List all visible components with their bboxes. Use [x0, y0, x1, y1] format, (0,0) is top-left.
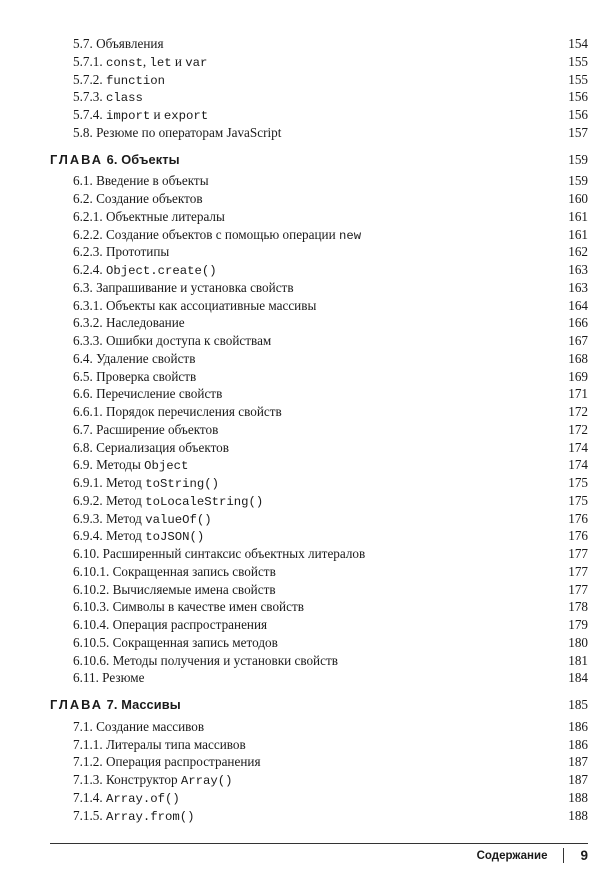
toc-text-fragment: 7.1.4. — [73, 789, 106, 805]
toc-entry[interactable] — [50, 71, 588, 89]
toc-text-fragment: 5.7. Объявления — [73, 36, 164, 51]
toc-text-fragment: 7.1.2. Операция распространения — [73, 754, 261, 770]
toc-page-number: 174 — [568, 439, 588, 455]
toc-text-fragment: 6.10. Расширенный синтаксис объектных литералов — [73, 546, 366, 561]
toc-entry[interactable] — [50, 106, 588, 124]
toc-text-fragment: ГЛАВА — [50, 697, 104, 712]
toc-page-number: 175 — [568, 492, 588, 508]
toc-page-number: 161 — [568, 226, 588, 242]
toc-code-fragment: Object.create() — [105, 264, 217, 278]
toc-text-fragment: 6.8. Сериализация объектов — [73, 439, 229, 455]
toc-text-fragment: 6.9.2. Метод — [73, 492, 146, 508]
toc-text-fragment: 7. Массивы — [103, 697, 181, 712]
toc-page-number: 171 — [568, 386, 588, 402]
toc-text-fragment: 6.9. Методы — [73, 457, 145, 473]
toc-text-fragment: 6.7. Расширение объектов — [73, 421, 219, 437]
toc-page-number: 186 — [568, 736, 588, 752]
toc-text-fragment: 7.1.3. Конструктор — [73, 772, 181, 787]
toc-entry[interactable] — [50, 190, 588, 208]
toc-text-fragment: 6.1. Введение в объекты — [73, 173, 209, 189]
toc-text-fragment: 6.3.2. Наследование — [73, 315, 185, 331]
toc-page-number: 166 — [568, 315, 588, 331]
toc-page-number: 163 — [568, 262, 588, 277]
toc-entry[interactable] — [50, 456, 588, 474]
toc-text-fragment: , — [142, 53, 150, 69]
toc-entry[interactable] — [50, 616, 588, 634]
toc-entry-title — [50, 718, 204, 736]
toc-page-number: 162 — [568, 244, 588, 260]
toc-entry[interactable] — [50, 332, 588, 350]
toc-entry-title — [50, 314, 185, 332]
toc-entry[interactable] — [50, 753, 588, 771]
toc-entry[interactable] — [50, 421, 588, 439]
toc-entry[interactable] — [50, 492, 588, 510]
toc-text-fragment: 5.7.1. — [73, 53, 106, 69]
toc-entry[interactable] — [50, 736, 588, 754]
toc-entry-title — [50, 736, 246, 754]
toc-entry[interactable] — [50, 172, 588, 190]
toc-code-fragment: Array.from() — [105, 809, 195, 824]
toc-text-fragment: и — [150, 107, 164, 122]
toc-entry-title — [50, 385, 222, 403]
toc-entry-title — [50, 545, 365, 563]
toc-entry-title — [50, 279, 294, 297]
toc-entry[interactable] — [50, 53, 588, 71]
toc-entry[interactable] — [50, 634, 588, 652]
toc-entry[interactable] — [50, 243, 588, 261]
toc-code-fragment: function — [105, 73, 166, 88]
toc-page-number: 177 — [568, 563, 588, 579]
toc-entry-title — [50, 669, 144, 687]
page-footer — [477, 848, 588, 863]
toc-page-number: 179 — [568, 617, 588, 632]
toc-entry[interactable] — [50, 545, 588, 563]
toc-text-fragment: 6.2. Создание объектов — [73, 191, 203, 206]
toc-entry-title — [50, 35, 164, 53]
toc-text-fragment: 7.1.5. — [73, 807, 106, 823]
toc-entry[interactable] — [50, 527, 588, 545]
toc-entry-title — [50, 616, 267, 634]
toc-entry-title — [50, 598, 304, 616]
toc-entry-title — [50, 652, 338, 670]
toc-text-fragment: 6.3.1. Объекты как ассоциативные массивы — [73, 297, 317, 313]
toc-page-number: 176 — [568, 510, 588, 526]
toc-page-number: 163 — [568, 279, 588, 295]
toc-entry-title — [50, 439, 229, 457]
toc-entry[interactable] — [50, 771, 588, 789]
toc-entry[interactable] — [50, 261, 588, 279]
toc-entry[interactable] — [50, 124, 588, 142]
toc-text-fragment: 6.6. Перечисление свойств — [73, 386, 223, 402]
toc-text-fragment: 5.8. Резюме по операторам JavaScript — [73, 124, 282, 140]
toc-page-number: 172 — [568, 404, 588, 419]
toc-entry[interactable] — [50, 669, 588, 687]
toc-entry-title — [50, 297, 316, 315]
toc-text-fragment: 6.10.4. Операция распространения — [73, 617, 268, 632]
toc-entry-title — [50, 634, 278, 652]
toc-text-fragment: ГЛАВА — [50, 151, 104, 167]
toc-entry-title — [50, 208, 225, 226]
toc-code-fragment: var — [185, 55, 208, 70]
toc-page-number: 184 — [568, 670, 588, 686]
toc-text-fragment: 6.11. Резюме — [73, 670, 145, 686]
toc-entry[interactable] — [50, 439, 588, 457]
toc-page-number: 174 — [568, 457, 588, 473]
toc-entry-title — [50, 243, 169, 261]
toc-entry[interactable] — [50, 385, 588, 403]
toc-code-fragment: new — [338, 228, 362, 243]
toc-page-number: 156 — [568, 89, 588, 105]
toc-text-fragment: 6.9.3. Метод — [73, 510, 146, 526]
toc-entry[interactable] — [50, 807, 588, 825]
toc-code-fragment: toString() — [145, 477, 219, 491]
toc-entry[interactable] — [50, 88, 588, 106]
toc-code-fragment: Array() — [180, 774, 233, 788]
toc-entry[interactable] — [50, 510, 588, 528]
toc-page-number: 168 — [568, 350, 588, 366]
toc-entry[interactable] — [50, 474, 588, 492]
toc-entry[interactable] — [50, 718, 588, 736]
toc-page-number: 155 — [568, 71, 588, 87]
toc-page-number: 176 — [568, 528, 588, 544]
toc-code-fragment: import — [105, 109, 151, 123]
toc-code-fragment: toLocaleString() — [145, 494, 264, 509]
toc-text-fragment: 7.1.1. Литералы типа массивов — [73, 736, 246, 752]
toc-entry[interactable] — [50, 403, 588, 421]
toc-entry[interactable] — [50, 789, 588, 807]
toc-chapter-heading[interactable] — [50, 151, 588, 169]
toc-entry[interactable] — [50, 297, 588, 315]
toc-entry-title — [50, 421, 218, 439]
toc-entry[interactable] — [50, 208, 588, 226]
toc-text-fragment: 6.5. Проверка свойств — [73, 368, 197, 384]
toc-code-fragment: valueOf() — [145, 512, 212, 527]
toc-entry-title — [50, 350, 195, 368]
toc-page-number: 155 — [568, 53, 588, 69]
toc-entry-title — [50, 332, 271, 350]
toc-entry-title — [50, 368, 196, 386]
toc-page-number: 157 — [568, 124, 588, 140]
toc-page-number: 180 — [568, 634, 588, 650]
toc-text-fragment: 6.10.3. Символы в качестве имен свойств — [73, 599, 304, 615]
toc-page-number: 159 — [568, 173, 588, 189]
toc-entry-title — [50, 124, 281, 142]
toc-entry-title — [50, 172, 209, 190]
toc-code-fragment: export — [163, 109, 209, 123]
toc-text-fragment: 5.7.4. — [73, 107, 106, 122]
toc-text-fragment: 7.1. Создание массивов — [73, 718, 205, 734]
toc-page-number: 172 — [568, 421, 588, 437]
toc-page-number: 164 — [568, 297, 588, 313]
toc-page-number: 185 — [568, 697, 588, 712]
toc-page-number: 177 — [568, 581, 588, 597]
toc-page-number: 181 — [568, 652, 588, 668]
toc-page-number: 178 — [568, 599, 588, 615]
toc-entry[interactable] — [50, 226, 588, 244]
toc-page-number: 175 — [568, 475, 588, 490]
toc-text-fragment: и — [171, 53, 186, 69]
toc-text-fragment: 6.3.3. Ошибки доступа к свойствам — [73, 333, 272, 348]
toc-text-fragment: 6.10.1. Сокращенная запись свойств — [73, 563, 276, 579]
toc-text-fragment: 6.6.1. Порядок перечисления свойств — [73, 404, 282, 419]
toc-entry[interactable] — [50, 563, 588, 581]
table-of-contents — [50, 35, 588, 824]
footer-section-title: Содержание — [476, 849, 548, 862]
toc-page-number: 188 — [568, 789, 588, 805]
toc-page-number: 167 — [568, 333, 588, 348]
toc-text-fragment: 6.10.5. Сокращенная запись методов — [73, 634, 278, 650]
toc-entry-title — [50, 807, 195, 827]
toc-page-number: 187 — [568, 754, 588, 770]
toc-page-number: 154 — [568, 36, 588, 51]
toc-entry[interactable] — [50, 314, 588, 332]
toc-text-fragment: 5.7.2. — [73, 71, 106, 87]
toc-page-number: 186 — [568, 718, 588, 734]
toc-entry-title — [50, 696, 181, 714]
toc-entry-title — [50, 190, 203, 208]
toc-text-fragment: 6.3. Запрашивание и установка свойств — [73, 279, 294, 295]
toc-page-number: 188 — [568, 807, 588, 823]
toc-page-number: 161 — [568, 208, 588, 224]
toc-entry[interactable] — [50, 35, 588, 53]
toc-entry-title — [50, 403, 282, 421]
toc-code-fragment: let — [149, 55, 172, 70]
toc-entry[interactable] — [50, 350, 588, 368]
toc-text-fragment: 6.9.1. Метод — [73, 475, 146, 490]
toc-code-fragment: class — [105, 91, 143, 106]
toc-text-fragment: 6.2.1. Объектные литералы — [73, 208, 225, 224]
toc-page-number: 159 — [568, 151, 588, 167]
toc-text-fragment: 6.2.4. — [73, 262, 106, 277]
toc-chapter-heading[interactable] — [50, 696, 588, 714]
footer-divider — [50, 843, 588, 844]
toc-page-number: 160 — [568, 191, 588, 206]
toc-text-fragment: 6.2.2. Создание объектов с помощью операции — [73, 226, 339, 242]
toc-entry[interactable] — [50, 652, 588, 670]
toc-text-fragment: 6.9.4. Метод — [73, 528, 146, 544]
toc-entry-title — [50, 563, 276, 581]
toc-entry-title — [50, 581, 276, 599]
toc-text-fragment: 6.10.2. Вычисляемые имена свойств — [73, 581, 276, 597]
toc-code-fragment: Object — [144, 459, 189, 474]
toc-entry[interactable] — [50, 368, 588, 386]
toc-text-fragment: 6.4. Удаление свойств — [73, 350, 196, 366]
toc-code-fragment: Array.of() — [105, 791, 180, 806]
toc-code-fragment: toJSON() — [145, 530, 205, 545]
toc-text-fragment: 6.10.6. Методы получения и установки свойств — [73, 652, 338, 668]
toc-entry[interactable] — [50, 598, 588, 616]
toc-page-number: 156 — [568, 107, 588, 122]
toc-entry-title — [50, 753, 261, 771]
toc-entry[interactable] — [50, 581, 588, 599]
toc-entry[interactable] — [50, 279, 588, 297]
toc-entry-title — [50, 151, 180, 169]
footer-page-number: 9 — [580, 848, 588, 863]
toc-text-fragment: 6.2.3. Прототипы — [73, 244, 170, 260]
footer-separator — [563, 848, 564, 863]
toc-page-number: 187 — [568, 772, 588, 787]
toc-code-fragment: const — [105, 55, 143, 70]
toc-text-fragment: 6. Объекты — [103, 151, 180, 167]
toc-page-number: 169 — [568, 368, 588, 384]
toc-page-number: 177 — [568, 546, 588, 561]
toc-text-fragment: 5.7.3. — [73, 89, 106, 105]
